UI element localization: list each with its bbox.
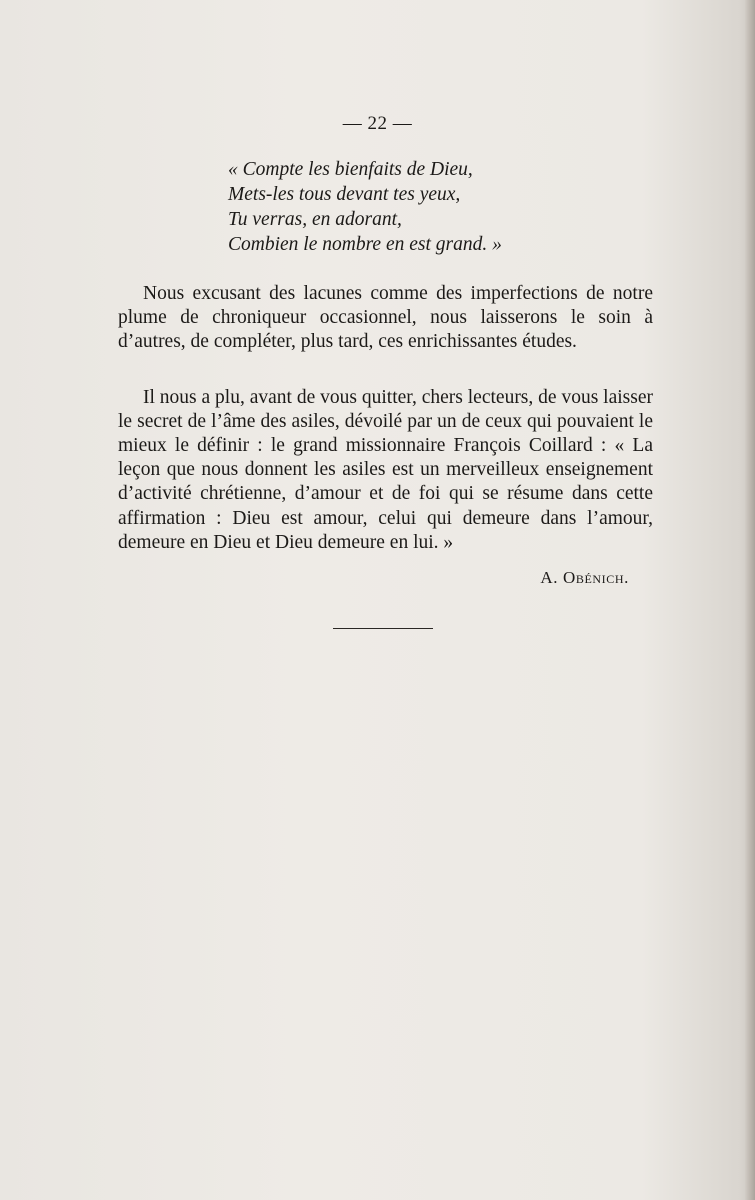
poem-line: Tu verras, en adorant, [228,209,402,230]
page-number: — 22 — [342,113,413,134]
author-signature [540,568,629,588]
poem-quote [228,157,502,257]
end-rule-divider [333,628,433,629]
paragraph-quote-coillard: Il nous a plu, avant de vous quitter, chers lecteurs, de vous laisser le secret de l’âme des asiles, dévoilé par un de ceux qui pouvaient le mieux le définir : le grand missionnaire François Coillard : « La leçon que nous donnent les asiles est un merveilleux enseignement d’activité chrétienne, d’amour et de foi qui se résume dans cette affirmation : Dieu est amour, celui qui demeure dans l’amour, demeure en Dieu et Dieu demeure en lui. » [118,386,653,553]
poem-line: Mets-les tous devant tes yeux, [228,184,461,205]
author-surname: Obénich. [563,568,629,587]
paragraph-closing-note: Nous excusant des lacunes comme des imperfections de notre plume de chroniqueur occasionnel, nous laisserons le soin à d’autres, de compléter, plus tard, ces enrichissantes études. [118,282,653,352]
author-initial: A. [540,568,559,587]
poem-line: Combien le nombre en est grand. » [228,234,502,255]
poem-line: « Compte les bienfaits de Dieu, [228,159,473,180]
page-edge-shadow [745,0,755,1200]
